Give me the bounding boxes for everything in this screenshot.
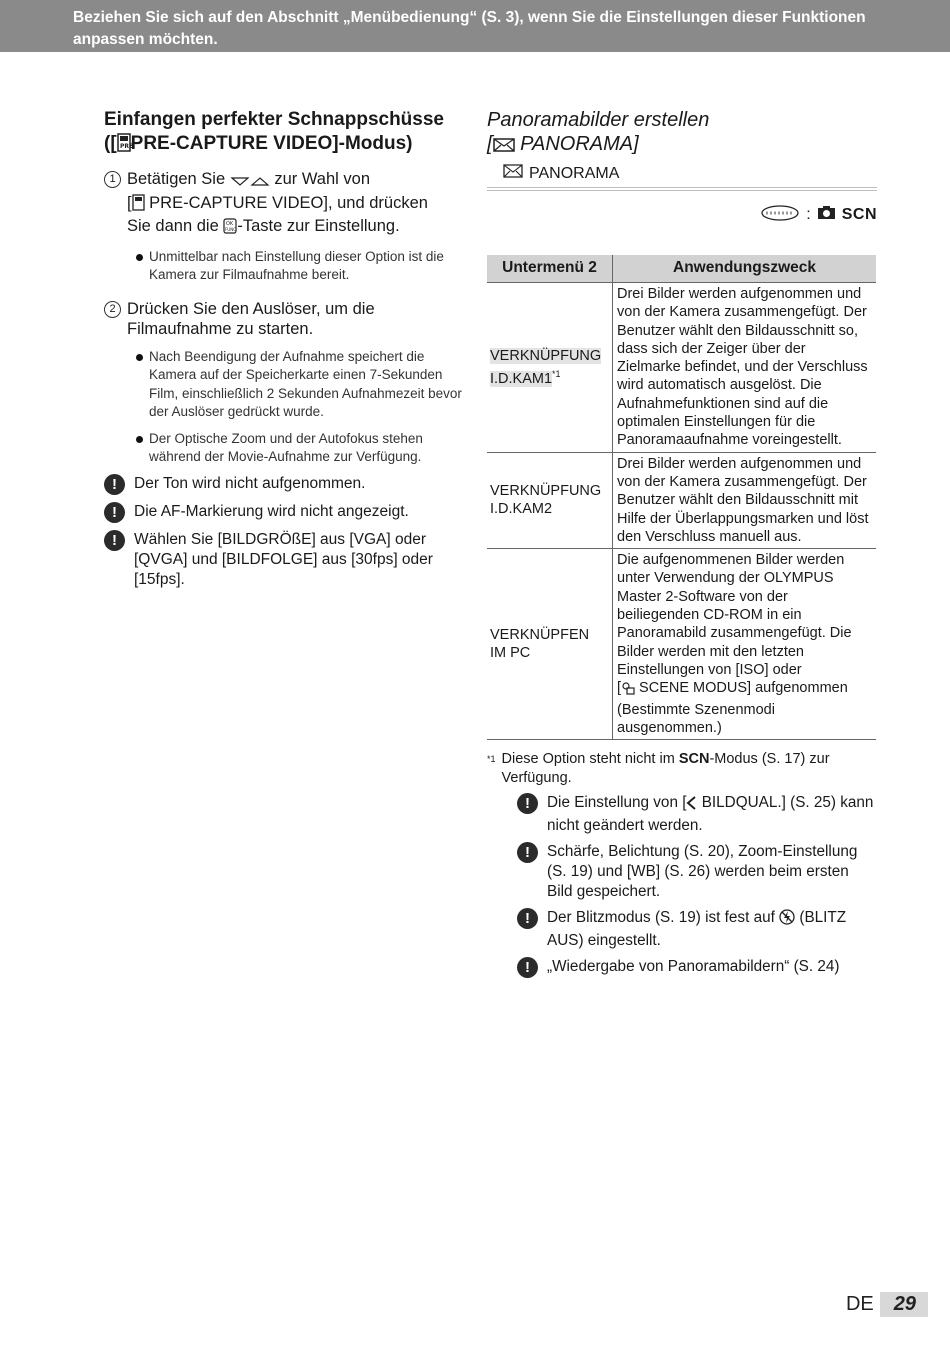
option-name-line1: VERKNÜPFUNG: [490, 347, 602, 364]
bullet-item: [132, 348, 469, 422]
table-header: Untermenü 2: [487, 255, 613, 283]
step1-text-c: [: [127, 193, 132, 212]
note-text: Wählen Sie [BILDGRÖßE] aus [VGA] oder [QVGA] und [BILDFOLGE] aus [30fps] oder [15fps].: [134, 530, 433, 588]
bullet-dot-icon: [136, 436, 143, 443]
warning-icon: !: [517, 908, 538, 929]
panorama-icon: [493, 135, 515, 159]
footnote-text-a: Diese Option steht nicht im: [501, 751, 675, 768]
left-title-paren: (: [104, 133, 111, 154]
step1-text-b: zur Wahl von: [274, 170, 371, 188]
bullet-dot-icon: [136, 354, 143, 361]
footnote: [487, 750, 877, 787]
warning-note: [517, 793, 877, 836]
page-footer: [846, 1292, 928, 1317]
left-title-line2: PRE-CAPTURE VIDEO]-Modus): [130, 133, 413, 154]
table-row: [487, 549, 876, 740]
warning-note: [517, 957, 877, 978]
ok-func-button-icon: [223, 218, 237, 240]
note-text: „Wiedergabe von Panoramabildern“ (S. 24): [547, 958, 840, 976]
desc-text-a: Die aufgenommenen Bilder werden unter Verwendung der OLYMPUS Master 2-Software von der beiliegenden CD-ROM in ein Panoramabild zusammengefügt. Die Bilder werden mit den letzten Einstellungen von [ISO] oder: [617, 552, 852, 678]
svg-text:FUNC: FUNC: [225, 227, 237, 232]
bullet-text: Der Optische Zoom und der Autofokus stehen während der Movie-Aufnahme zur Verfügung.: [149, 430, 423, 464]
step-2: [104, 299, 469, 340]
note-text: Die AF-Markierung wird nicht angezeigt.: [134, 502, 409, 520]
warning-note: [517, 842, 877, 902]
image-quality-icon: [686, 796, 697, 816]
svg-text:OK: OK: [226, 221, 234, 227]
bullet-dot-icon: [136, 254, 143, 261]
option-name-line2: I.D.KAM1: [490, 370, 553, 387]
footnote-mark: *1: [487, 754, 496, 765]
table-cell-name: [487, 283, 613, 453]
step-1: [104, 169, 469, 240]
bullet-item: [132, 248, 469, 285]
camera-icon: [817, 205, 836, 225]
flash-off-icon: [779, 909, 795, 931]
panorama-submenu-bar: [487, 163, 877, 191]
scene-mode-icon: [621, 681, 635, 700]
warning-icon: !: [104, 474, 125, 495]
note-text: Schärfe, Belichtung (S. 20), Zoom-Einstellung (S. 19) und [WB] (S. 26) werden beim ersten Bild gespeichert.: [547, 843, 858, 901]
pre-capture-icon: [132, 194, 145, 217]
step1-text-d: PRE-CAPTURE VIDEO], und drücken: [144, 193, 428, 212]
right-column: [487, 108, 877, 978]
footnote-text-b: -Modus (S. 17) zur Verfügung.: [501, 751, 830, 786]
table-cell-desc: [613, 549, 877, 740]
left-title-line1: Einfangen perfekter Schnappschüsse: [104, 109, 444, 130]
note-text: Der Ton wird nicht aufgenommen.: [134, 474, 366, 492]
warning-icon: !: [517, 842, 538, 863]
warning-icon: !: [517, 957, 538, 978]
option-name-line1: VERKNÜPFUNG: [490, 483, 602, 500]
left-notes: [104, 474, 469, 590]
page-number: 29: [880, 1292, 928, 1317]
arrow-up-down-icon: [230, 172, 270, 193]
warning-note: [517, 908, 877, 951]
right-title-line1: Panoramabilder erstellen: [487, 109, 710, 131]
right-section-title: [487, 108, 877, 159]
right-title-bracket: [: [487, 133, 493, 155]
warning-icon: !: [517, 793, 538, 814]
warning-icon: !: [104, 530, 125, 551]
scn-mode-label: SCN: [678, 751, 710, 768]
svg-text:PRE: PRE: [119, 143, 133, 150]
language-label: DE: [845, 1293, 874, 1315]
table-row: [487, 283, 876, 453]
note-text-a: Der Blitzmodus (S. 19) ist fest auf: [547, 909, 775, 927]
option-name-line2: IM PC: [490, 645, 531, 662]
left-title-bracket: [: [110, 133, 117, 154]
note-text-a: Die Einstellung von [: [547, 794, 687, 812]
note-text-b: (BLITZ AUS) eingestellt.: [547, 909, 847, 950]
warning-icon: !: [104, 502, 125, 523]
option-name-line1: VERKNÜPFEN: [490, 626, 590, 643]
top-notice-bar: [0, 0, 950, 52]
step-number: 1: [104, 171, 121, 188]
bullet-item: [132, 430, 469, 467]
table-row: [487, 452, 876, 548]
warning-note: [104, 530, 469, 590]
right-notes: [517, 793, 877, 978]
modes-colon: :: [806, 206, 811, 223]
panorama-label: PANORAMA: [529, 165, 620, 182]
left-section-title: [104, 108, 469, 159]
bullet-text: Nach Beendigung der Aufnahme speichert die Kamera auf der Speicherkarte einen 7-Sekunden Film, einschließlich 2 Sekunden Aufnahmezeit bevor der Auslöser gedrückt wurde.: [149, 348, 462, 419]
left-column: [104, 108, 469, 590]
table-header: Anwendungszweck: [613, 255, 877, 283]
table-cell-name: [487, 452, 613, 548]
scn-mode-label: SCN: [841, 206, 877, 223]
mode-indicator: [487, 203, 877, 227]
right-title-line2: PANORAMA]: [514, 133, 639, 155]
step1-text-f: -Taste zur Einstellung.: [237, 217, 400, 235]
step2-text: Drücken Sie den Auslöser, um die Filmaufnahme zu starten.: [127, 299, 375, 338]
top-notice-text: Beziehen Sie sich auf den Abschnitt „Menübedienung“ (S. 3), wenn Sie die Einstellungen dieser Funktionen anpassen möchten.: [73, 9, 866, 48]
step1-text-a: Betätigen Sie: [127, 170, 226, 188]
desc-text-b: [: [617, 680, 622, 697]
desc-text-c: SCENE MODUS] aufgenommen (Bestimmte Szenenmodi ausgenommen.): [617, 680, 848, 736]
option-name-line2: I.D.KAM2: [490, 501, 553, 518]
submenu-table: [487, 255, 876, 740]
bullet-text: Unmittelbar nach Einstellung dieser Option ist die Kamera zur Filmaufnahme bereit.: [149, 248, 444, 282]
table-cell-desc: Drei Bilder werden aufgenommen und von der Kamera zusammengefügt. Der Benutzer wählt den Bildausschnitt mit Hilfe der Überlappungsmarken und löst den Verschluss manuell aus.: [613, 452, 877, 548]
step-number: 2: [104, 301, 121, 318]
pre-capture-icon: [117, 133, 131, 159]
table-cell-name: [487, 549, 613, 740]
warning-note: [104, 502, 469, 523]
panorama-icon: [503, 163, 523, 185]
step1-text-e: Sie dann die: [127, 217, 219, 235]
footnote-mark: *1: [552, 368, 561, 379]
table-cell-desc: Drei Bilder werden aufgenommen und von der Kamera zusammengefügt. Der Benutzer wählt den Bildausschnitt so, dass sich der Zeiger über der Zielmarke befindet, und der Verschluss wird automatisch ausgelöst. Die Aufnahmefunktionen sind auf die optimalen Einstellungen für die Panoramaaufnahme voreingestellt.: [613, 283, 877, 453]
note-text-b: BILDQUAL.] (S. 25) kann nicht geändert werden.: [547, 794, 874, 835]
mode-dial-icon: [760, 204, 800, 227]
warning-note: [104, 474, 469, 495]
